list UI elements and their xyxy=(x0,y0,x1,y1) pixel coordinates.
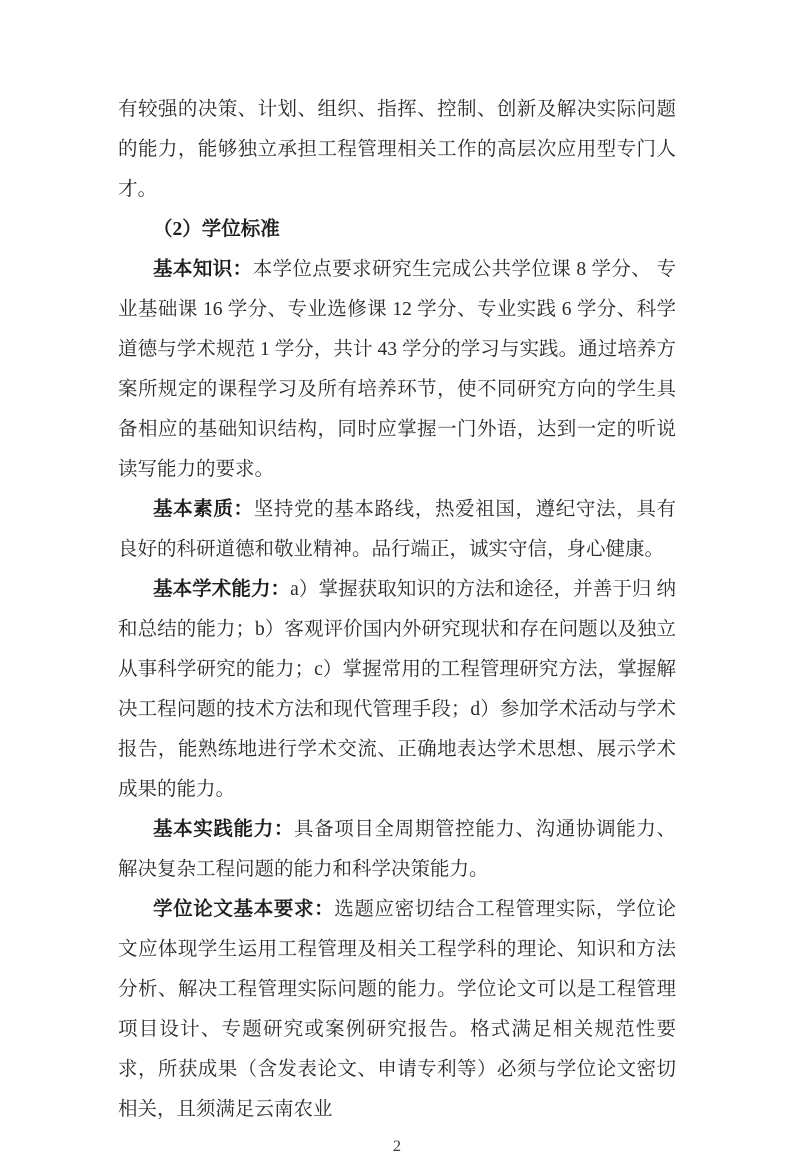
paragraph xyxy=(118,250,676,490)
paragraph xyxy=(118,890,676,1130)
paragraph xyxy=(118,90,676,210)
paragraph-text: a）掌握获取知识的方法和途径，并善于归 纳和总结的能力；b）客观评价国内外研究现状和存在问题以及独立从事科学研究的能力；c）掌握常用的工程管理研究方法，掌握解决工程问题的技术方法和现代管理手段；d）参加学术活动与学术报告，能熟练地进行学术交流、正确地表达学术思想、展示学术成果的能力。 xyxy=(118,579,676,800)
paragraph-text: 坚持党的基本路线，热爱祖国，遵纪守法，具有良好的科研道德和敬业精神。品行端正，诚实守信，身心健康。 xyxy=(118,499,676,560)
paragraph-label: 学位论文基本要求： xyxy=(153,899,335,920)
paragraph-text: 本学位点要求研究生完成公共学位课 8 学分、 专业基础课 16 学分、专业选修课 12 学分、专业实践 6 学分、科学道德与学术规范 1 学分，共计 43 学分的学习与实践。通过培养方案所规定的课程学习及所有培养环节，使不同研究方向的学生具备相应的基础知识结构，同时应掌握一门外语，达到一定的听说读写能力的要求。 xyxy=(118,259,676,480)
section-heading-text: （2）学位标准 xyxy=(153,219,280,240)
paragraph-text: 具备项目全周期管控能力、沟通协调能力、解决复杂工程问题的能力和科学决策能力。 xyxy=(118,819,676,880)
paragraph xyxy=(118,570,676,810)
document-body xyxy=(118,90,676,1130)
page-footer xyxy=(118,1136,676,1158)
paragraph xyxy=(118,490,676,570)
paragraph-text: 选题应密切结合工程管理实际，学位论文应体现学生运用工程管理及相关工程学科的理论、知识和方法分析、解决工程管理实际问题的能力。学位论文可以是工程管理项目设计、专题研究或案例研究报告。格式满足相关规范性要求，所获成果（含发表论文、申请专利等）必须与学位论文密切相关，且须满足云南农业 xyxy=(118,899,676,1120)
paragraph xyxy=(118,810,676,890)
paragraph-label: 基本学术能力： xyxy=(153,579,291,600)
paragraph-label: 基本知识： xyxy=(153,259,253,280)
section-heading xyxy=(118,210,676,250)
paragraph-label: 基本素质： xyxy=(153,499,254,520)
paragraph-text: 有较强的决策、计划、组织、指挥、控制、创新及解决实际问题的能力，能够独立承担工程管理相关工作的高层次应用型专门人才。 xyxy=(118,99,676,200)
page-number: 2 xyxy=(393,1138,401,1155)
paragraph-label: 基本实践能力： xyxy=(153,819,294,840)
